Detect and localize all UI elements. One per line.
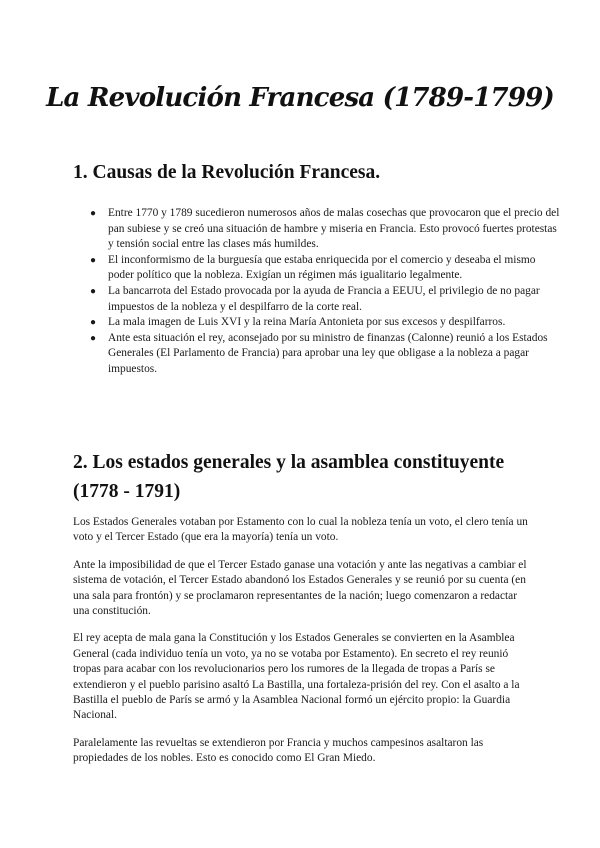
bullet-icon: ● (90, 332, 97, 344)
list-item-text: Entre 1770 y 1789 sucedieron numerosos años de malas cosechas que provocaron que el precio del pan subiese y se creó una situación de hambre y miseria en Francia. Esto provocó fuertes protestas y tensión social entre las clases más humildes. (108, 207, 560, 251)
list-item-text: El inconformismo de la burguesía que estaba enriquecida por el comercio y deseaba el mismo poder político que la nobleza. Exigían un régimen más igualitario legalmente. (108, 253, 536, 282)
document-title: La Revolución Francesa (1789-1799) (46, 83, 554, 113)
list-item (90, 284, 563, 315)
list-item (90, 331, 563, 378)
section-heading-causas: 1. Causas de la Revolución Francesa. (73, 162, 381, 183)
list-item-text: La bancarrota del Estado provocada por la ayuda de Francia a EEUU, el privilegio de no pagar impuestos de la nobleza y el despilfarro de la corte real. (108, 284, 540, 313)
list-item (90, 253, 563, 284)
list-item (90, 206, 563, 253)
causes-list (73, 206, 563, 378)
paragraph: El rey acepta de mala gana la Constitución y los Estados Generales se convierten en la Asamblea General (cada individuo tenía un voto, ya no se votaba por Estamento). En secreto el rey reunió tropas para acabar con los revolucionarios pero los rumores de la llegada de tropas a París se extendieron y el pueblo parisino asaltó La Bastilla, una fortaleza-prisión del rey. Con el asalto a la Bastilla el pueblo de París se armó y la Asamblea Nacional formó un ejército propio: la Guardia Nacional. (73, 632, 520, 722)
bullet-icon: ● (90, 317, 97, 329)
list-item-text: La mala imagen de Luis XVI y la reina María Antonieta por sus excesos y despilfarros. (108, 316, 506, 329)
section-heading-estados-generales: 2. Los estados generales y la asamblea constituyente (1778 - 1791) (73, 452, 505, 502)
section-body (73, 515, 528, 779)
bullet-icon: ● (90, 208, 97, 219)
list-item-text: Ante esta situación el rey, aconsejado por su ministro de finanzas (Calonne) reunió a los Estados Generales (El Parlamento de Francia) para aprobar una ley que obligase a la nobleza a pagar impuestos. (108, 331, 548, 375)
list-item (90, 315, 563, 331)
bullet-icon: ● (90, 254, 97, 266)
paragraph: Ante la imposibilidad de que el Tercer Estado ganase una votación y ante las negativas a cambiar el sistema de votación, el Tercer Estado abandonó los Estados Generales y se reunió por su cuenta (en una sala para frontón) y se proclamaron representantes de la nación; luego comenzaron a redactar una constitución. (73, 558, 527, 618)
bullet-icon: ● (90, 285, 97, 297)
paragraph: Los Estados Generales votaban por Estamento con lo cual la nobleza tenía un voto, el clero tenía un voto y el Tercer Estado (que era la mayoría) tenía un voto. (73, 516, 528, 544)
paragraph: Paralelamente las revueltas se extendieron por Francia y muchos campesinos asaltaron las propiedades de los nobles. Esto es conocido como El Gran Miedo. (73, 736, 484, 765)
